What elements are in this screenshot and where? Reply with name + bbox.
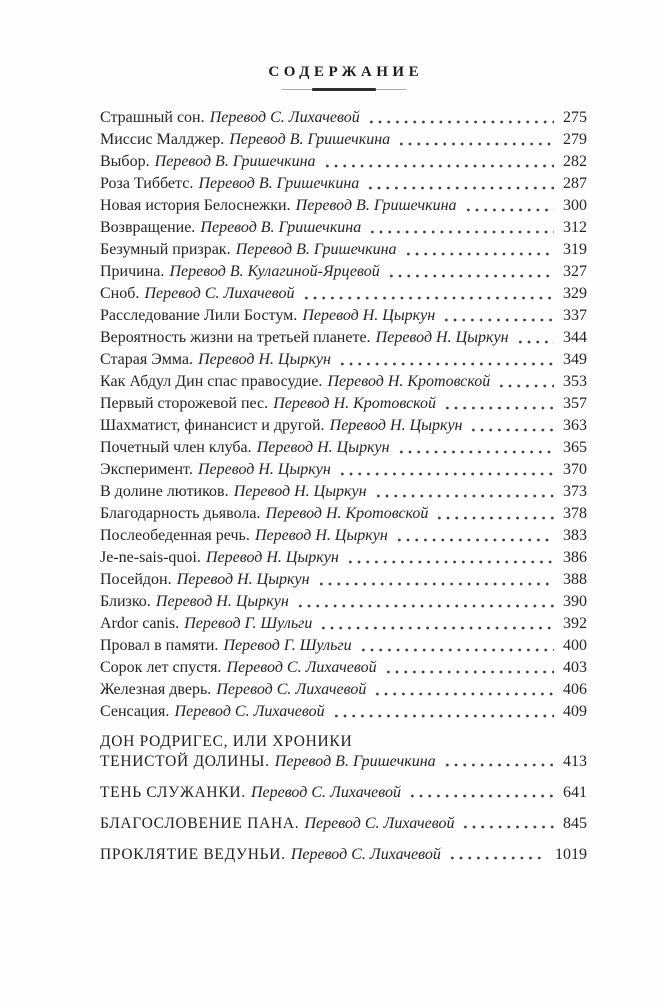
entry-translator: Перевод Н. Цыркун (329, 417, 463, 434)
entry-translator: Перевод В. Гришечкина (198, 175, 360, 192)
toc-entry (100, 547, 587, 569)
entry-title: Миссис Малджер. (100, 131, 225, 148)
entry-page-number: 383 (563, 527, 587, 544)
dot-leader (374, 481, 554, 503)
section-page-number: 413 (563, 753, 587, 770)
entry-translator: Перевод С. Лихачевой (226, 659, 377, 676)
section-page-number: 641 (563, 784, 587, 801)
entry-page-number: 403 (563, 659, 587, 676)
entry-title: Роза Тиббетс. (100, 175, 194, 192)
section-title: ПРОКЛЯТИЕ ВЕДУНЬИ. (100, 846, 286, 863)
toc-entry (100, 239, 587, 261)
toc-content (100, 64, 587, 865)
entry-translator: Перевод Н. Цыркун (155, 593, 289, 610)
dot-leader (384, 657, 554, 679)
entry-title: Железная дверь. (100, 681, 212, 698)
section-translator: Перевод С. Лихачевой (250, 784, 401, 801)
section-page-number: 1019 (555, 846, 587, 863)
toc-entry (100, 283, 587, 305)
entry-translator: Перевод Н. Цыркун (198, 351, 331, 368)
dot-leader (359, 635, 554, 657)
entry-title: Эксперимент. (100, 461, 193, 478)
entry-page-number: 279 (563, 131, 587, 148)
entry-title: Ardor canis. (100, 615, 180, 632)
entry-translator: Перевод С. Лихачевой (209, 109, 360, 126)
entry-translator: Перевод Н. Цыркун (205, 549, 339, 566)
entry-translator: Перевод Г. Шульги (223, 637, 352, 654)
entry-page-number: 388 (563, 571, 587, 588)
entry-page-number: 327 (563, 263, 587, 280)
entry-page-number: 344 (563, 329, 587, 346)
entry-title: Выбор. (100, 153, 150, 170)
toc-entry (100, 525, 587, 547)
dot-leader (397, 437, 554, 459)
dot-leader (332, 701, 554, 723)
section-title: ТЕНИСТОЙ ДОЛИНЫ. (100, 753, 270, 770)
entry-translator: Перевод Н. Цыркун (375, 329, 509, 346)
entry-translator: Перевод В. Гришечкина (200, 219, 362, 236)
toc-section-list (100, 732, 587, 865)
entry-title: Сорок лет спустя. (100, 659, 222, 676)
dot-leader (448, 845, 546, 865)
dot-leader (404, 239, 554, 261)
entry-page-number: 357 (563, 395, 587, 412)
toc-entry (100, 151, 587, 173)
toc-entry (100, 679, 587, 701)
entry-title: Близко. (100, 593, 151, 610)
dot-leader (368, 217, 554, 239)
toc-entry (100, 503, 587, 525)
entry-page-number: 370 (563, 461, 587, 478)
toc-entry (100, 173, 587, 195)
toc-entry (100, 613, 587, 635)
toc-entry (100, 635, 587, 657)
entry-page-number: 373 (563, 483, 587, 500)
entry-page-number: 390 (563, 593, 587, 610)
entry-translator: Перевод Н. Цыркун (302, 307, 436, 324)
entry-page-number: 378 (563, 505, 587, 522)
entry-page-number: 353 (563, 373, 587, 390)
entry-title: Послеобеденная речь. (100, 527, 250, 544)
toc-entry (100, 217, 587, 239)
dot-leader (442, 305, 554, 327)
dot-leader (443, 393, 554, 415)
entry-page-number: 409 (563, 703, 587, 720)
entry-translator: Перевод В. Гришечкина (295, 197, 457, 214)
dot-leader (387, 261, 554, 283)
entry-page-number: 275 (563, 109, 587, 126)
entry-page-number: 287 (563, 175, 587, 192)
entry-title: Расследование Лили Бостум. (100, 307, 298, 324)
toc-entry (100, 305, 587, 327)
dot-leader (464, 195, 555, 217)
entry-title: Вероятность жизни на третьей планете. (100, 329, 371, 346)
dot-leader (367, 107, 554, 129)
dot-leader (435, 503, 554, 525)
entry-title: Провал в памяти. (100, 637, 219, 654)
section-translator: Перевод С. Лихачевой (304, 815, 455, 832)
entry-translator: Перевод С. Лихачевой (144, 285, 295, 302)
entry-title: Сенсация. (100, 703, 170, 720)
toc-entry (100, 437, 587, 459)
entry-translator: Перевод Н. Кротовской (327, 373, 491, 390)
entry-title: Новая история Белоснежки. (100, 197, 291, 214)
entry-title: Шахматист, финансист и другой. (100, 417, 325, 434)
entry-title: Безумный призрак. (100, 241, 231, 258)
page-title: СОДЕРЖАНИЕ (268, 64, 424, 80)
entry-page-number: 400 (563, 637, 587, 654)
entry-title: Страшный сон. (100, 109, 205, 126)
toc-entry (100, 415, 587, 437)
entry-title: Возвращение. (100, 219, 196, 236)
dot-leader (516, 327, 555, 349)
entry-page-number: 349 (563, 351, 587, 368)
dot-leader (397, 129, 554, 151)
entry-page-number: 363 (563, 417, 587, 434)
dot-leader (302, 283, 554, 305)
dot-leader (497, 371, 554, 393)
entry-title: Старая Эмма. (100, 351, 194, 368)
section-entry-row (100, 845, 587, 865)
entry-translator: Перевод В. Гришечкина (235, 241, 397, 258)
toc-entry (100, 701, 587, 723)
toc-section (100, 845, 587, 865)
entry-title: Посейдон. (100, 571, 172, 588)
toc-entry (100, 349, 587, 371)
toc-entry (100, 371, 587, 393)
toc-section (100, 783, 587, 803)
entry-translator: Перевод В. Кулагиной-Ярцевой (169, 263, 380, 280)
entry-translator: Перевод Н. Цыркун (197, 461, 331, 478)
toc-entry (100, 459, 587, 481)
section-page-number: 845 (563, 815, 587, 832)
toc-entry (100, 129, 587, 151)
toc-entry (100, 261, 587, 283)
dot-leader (317, 569, 554, 591)
entry-translator: Перевод Г. Шульги (184, 615, 313, 632)
dot-leader (296, 591, 554, 613)
dot-leader (395, 525, 554, 547)
section-entry-row (100, 752, 587, 772)
toc-entry (100, 657, 587, 679)
entry-page-number: 386 (563, 549, 587, 566)
section-translator: Перевод С. Лихачевой (290, 846, 441, 863)
toc-entry (100, 569, 587, 591)
entry-translator: Перевод Н. Цыркун (233, 483, 367, 500)
section-entry-row (100, 814, 587, 834)
toc-entry (100, 107, 587, 129)
entry-translator: Перевод Н. Кротовской (265, 505, 429, 522)
dot-leader (461, 814, 554, 834)
entry-translator: Перевод Н. Кротовской (273, 395, 437, 412)
dot-leader (323, 151, 555, 173)
entry-translator: Перевод С. Лихачевой (216, 681, 367, 698)
entry-page-number: 337 (563, 307, 587, 324)
section-title: ТЕНЬ СЛУЖАНКИ. (100, 784, 246, 801)
entry-translator: Перевод В. Гришечкина (154, 153, 316, 170)
dot-leader (366, 173, 554, 195)
toc-entry (100, 481, 587, 503)
section-entry-row (100, 783, 587, 803)
entry-page-number: 282 (563, 153, 587, 170)
entry-title: Сноб. (100, 285, 140, 302)
dot-leader (319, 613, 554, 635)
dot-leader (373, 679, 554, 701)
toc-entry (100, 195, 587, 217)
entry-title: Благодарность дьявола. (100, 505, 261, 522)
toc-entry-list (100, 107, 587, 723)
entry-title: Почетный член клуба. (100, 439, 252, 456)
dot-leader (346, 547, 554, 569)
section-title-line: ДОН РОДРИГЕС, ИЛИ ХРОНИКИ (100, 733, 353, 750)
entry-translator: Перевод В. Гришечкина (229, 131, 391, 148)
toc-section (100, 732, 587, 772)
entry-title: Как Абдул Дин спас правосудие. (100, 373, 323, 390)
ornament-rule (282, 88, 406, 91)
dot-leader (338, 349, 554, 371)
entry-page-number: 329 (563, 285, 587, 302)
section-translator: Перевод В. Гришечкина (274, 753, 436, 770)
entry-page-number: 312 (563, 219, 587, 236)
entry-title: Je-ne-sais-quoi. (100, 549, 201, 566)
entry-page-number: 300 (563, 197, 587, 214)
entry-title: В долине лютиков. (100, 483, 229, 500)
entry-translator: Перевод Н. Цыркун (254, 527, 388, 544)
entry-page-number: 319 (563, 241, 587, 258)
dot-leader (408, 783, 554, 803)
toc-entry (100, 393, 587, 415)
entry-translator: Перевод Н. Цыркун (256, 439, 390, 456)
entry-page-number: 392 (563, 615, 587, 632)
entry-translator: Перевод С. Лихачевой (174, 703, 325, 720)
entry-title: Причина. (100, 263, 165, 280)
toc-section (100, 814, 587, 834)
entry-title: Первый сторожевой пес. (100, 395, 269, 412)
entry-translator: Перевод Н. Цыркун (176, 571, 310, 588)
entry-page-number: 406 (563, 681, 587, 698)
dot-leader (443, 752, 554, 772)
dot-leader (338, 459, 554, 481)
toc-entry (100, 327, 587, 349)
section-title: БЛАГОСЛОВЕНИЕ ПАНА. (100, 815, 300, 832)
dot-leader (469, 415, 554, 437)
entry-page-number: 365 (563, 439, 587, 456)
toc-entry (100, 591, 587, 613)
